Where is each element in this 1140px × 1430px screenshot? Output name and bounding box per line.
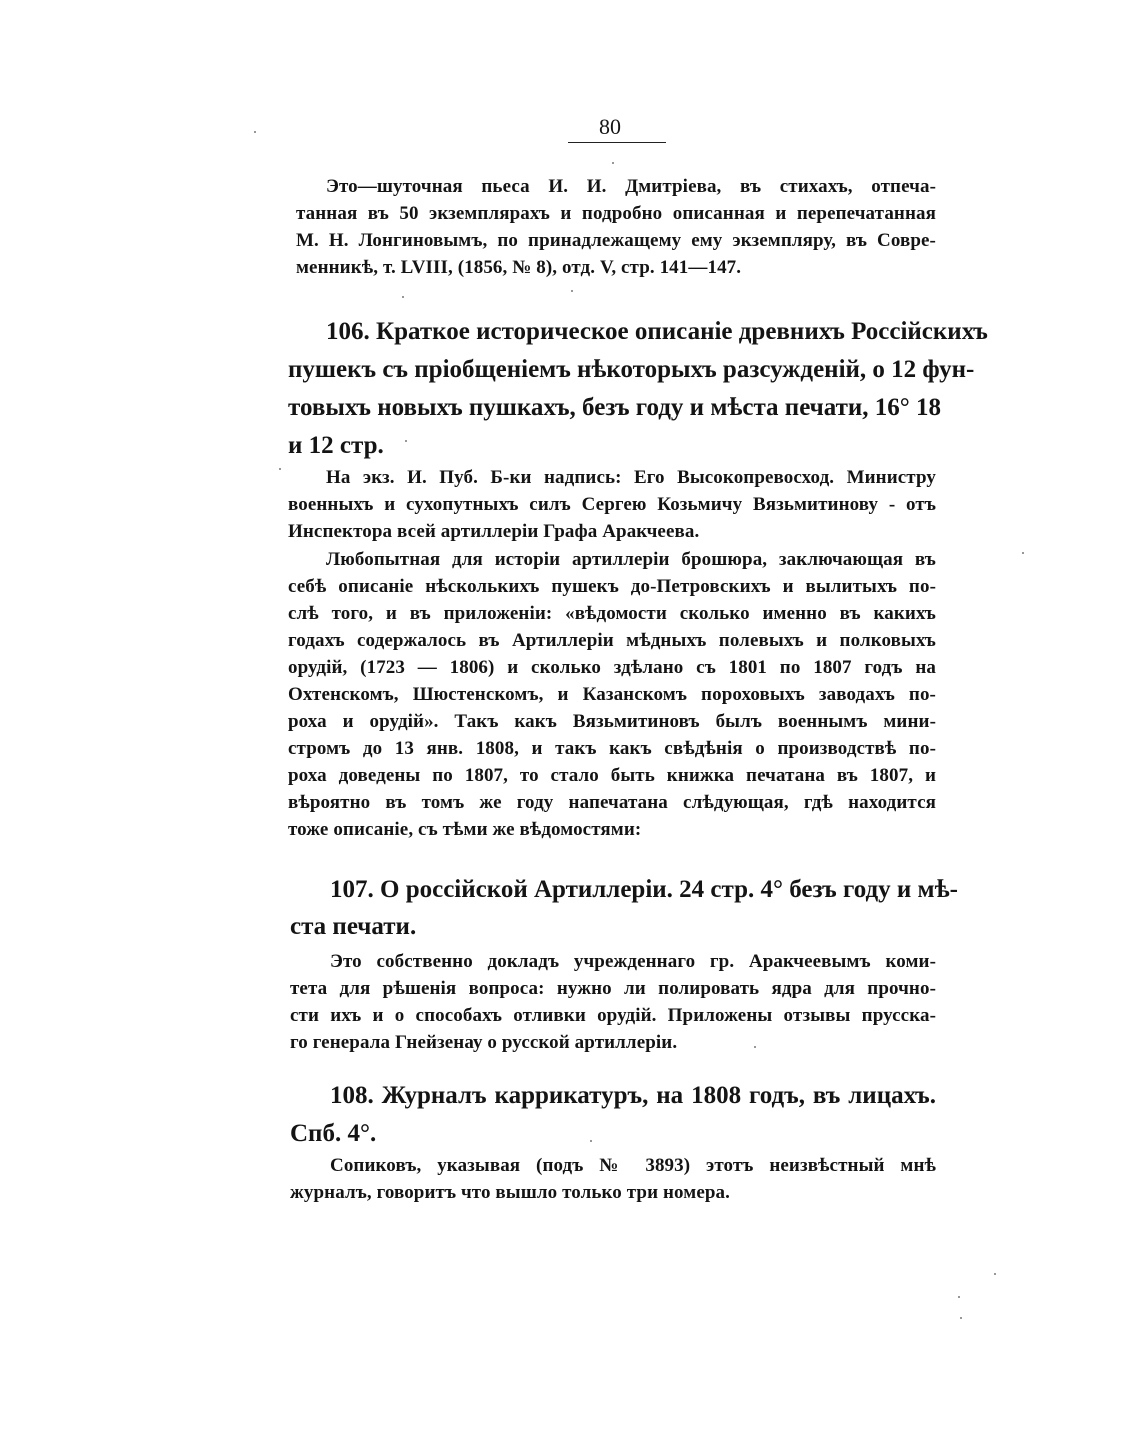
text-line: На экз. И. Пуб. Б-ки надпись: Его Высокопревосход. Министру: [326, 467, 936, 488]
text-line: роха и орудій». Такъ какъ Вязьмитиновъ былъ военнымъ мини-: [288, 711, 936, 732]
entry-title-line: 108. Журналъ каррикатуръ, на 1808 годъ, въ лицахъ.: [330, 1082, 936, 1109]
scan-speck: [960, 1317, 962, 1319]
text-line: журналъ, говоритъ что вышло только три номера.: [290, 1182, 730, 1203]
scan-speck: [1022, 552, 1024, 554]
text-line: орудій, (1723 — 1806) и сколько здѣлано съ 1801 по 1807 годъ на: [288, 657, 936, 678]
scan-speck: [754, 1046, 756, 1048]
entry-title-line: 107. О россійской Артиллеріи. 24 стр. 4° безъ году и мѣ-: [330, 876, 958, 903]
text-line: годахъ содержалось въ Артиллеріи мѣдныхъ полевыхъ и полковыхъ: [288, 630, 936, 651]
scan-speck: [405, 440, 407, 442]
entry-title-line: и 12 стр.: [288, 432, 384, 459]
page-number: 80: [599, 114, 621, 139]
text-line: Сопиковъ, указывая (подъ № 3893) этотъ неизвѣстный мнѣ: [330, 1155, 936, 1176]
entry-title-line: товыхъ новыхъ пушкахъ, безъ году и мѣста печати, 16° 18: [288, 394, 942, 421]
text-line: Это—шуточная пьеса И. И. Дмитріева, въ стихахъ, отпеча-: [326, 176, 936, 197]
text-line: роха доведены по 1807, то стало быть книжка печатана въ 1807, и: [288, 765, 936, 786]
scan-speck: [402, 296, 404, 298]
text-line: Инспектора всей артиллеріи Графа Аракчеева.: [288, 521, 700, 542]
entry-title-line: ста печати.: [290, 913, 417, 940]
text-line: танная въ 50 экземплярахъ и подробно описанная и перепечатанная: [296, 203, 936, 224]
text-line: Любопытная для исторіи артиллеріи брошюра, заключающая въ: [326, 549, 936, 570]
text-line: себѣ описаніе нѣсколькихъ пушекъ до-Петровскихъ и вылитыхъ по-: [288, 576, 936, 597]
text-line: М. Н. Лонгиновымъ, по принадлежащему ему экземпляру, въ Совре-: [296, 230, 936, 251]
text-line: военныхъ и сухопутныхъ силъ Сергею Козьмичу Вязьмитинову - отъ: [288, 494, 936, 515]
text-line: тета для рѣшенія вопроса: нужно ли полировать ядра для прочно-: [290, 978, 936, 999]
page-number-rule: [568, 142, 666, 143]
entry-title-line: пушекъ съ пріобщеніемъ нѣкоторыхъ разсужденій, о 12 фун-: [288, 356, 975, 383]
scan-speck: [994, 1273, 996, 1275]
scan-speck: [958, 1296, 960, 1298]
text-line: вѣроятно въ томъ же году напечатана слѣдующая, гдѣ находится: [288, 792, 936, 813]
text-line: Это собственно докладъ учрежденнаго гр. Аракчеевымъ коми-: [330, 951, 936, 972]
text-line: стромъ до 13 янв. 1808, и такъ какъ свѣдѣнія о производствѣ по-: [288, 738, 936, 759]
entry-title-line: Спб. 4°.: [290, 1120, 377, 1147]
scan-speck: [612, 162, 614, 164]
text-line: менникѣ, т. LVIII, (1856, № 8), отд. V, стр. 141—147.: [296, 257, 742, 278]
scan-speck: [279, 468, 281, 470]
scan-speck: [590, 1140, 592, 1142]
entry-title-line: 106. Краткое историческое описаніе древнихъ Россійскихъ: [326, 318, 988, 345]
text-line: слѣ того, и въ приложеніи: «вѣдомости сколько именно въ какихъ: [288, 603, 936, 624]
text-line: Охтенскомъ, Шюстенскомъ, и Казанскомъ пороховыхъ заводахъ по-: [288, 684, 936, 705]
text-line: тоже описаніе, съ тѣми же вѣдомостями:: [288, 819, 642, 840]
scan-speck: [254, 131, 256, 133]
text-line: го генерала Гнейзенау о русской артиллеріи.: [290, 1032, 678, 1053]
text-line: сти ихъ и о способахъ отливки орудій. Приложены отзывы прусска-: [290, 1005, 936, 1026]
scan-speck: [571, 290, 573, 292]
